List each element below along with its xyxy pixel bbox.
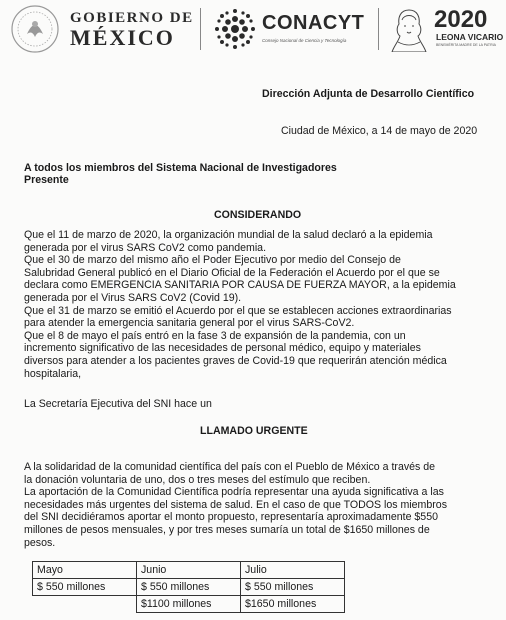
conacyt-subtitle: Consejo Nacional de Ciencia y Tecnología (262, 38, 347, 43)
recipient-line1: A todos los miembros del Sistema Nacional de Investigadores (24, 162, 337, 174)
considering-line: Que el 31 de marzo se emitió el Acuerdo por el que se establecen acciones extraordinarias (24, 304, 452, 317)
considering-line: diversos para atender a los pacientes graves de Covid-19 que requerirán atención médica (24, 354, 447, 367)
call-heading: LLAMADO URGENTE (200, 425, 308, 437)
table-cell: $1650 millones (241, 596, 345, 613)
recipient-line2: Presente (24, 174, 69, 186)
secretariat-line: La Secretaría Ejecutiva del SNI hace un (24, 398, 212, 410)
call-line: necesidades más urgentes del sistema de salud. En el caso de que TODOS los miembros (24, 498, 447, 511)
call-paragraph (24, 461, 494, 549)
call-line: la donación voluntaria de uno, dos o tres meses del estímulo que reciben. (24, 473, 371, 486)
call-line: La aportación de la Comunidad Científica podría representar una ayuda significativa a las (24, 486, 444, 499)
conacyt-dots-logo (214, 8, 256, 50)
table-cell: $1100 millones (137, 596, 241, 613)
leona-vicario-portrait-icon (390, 6, 428, 52)
considering-paragraph (24, 229, 494, 380)
table-cell (33, 596, 137, 613)
considering-line: Que el 11 de marzo de 2020, la organización mundial de la salud declaró a la epidemia (24, 229, 433, 241)
table-row (33, 596, 345, 613)
considering-line: Que el 8 de mayo el país entró en la fase 3 de expansión de la pandemia, con un (24, 329, 406, 342)
gobierno-line2: MÉXICO (70, 25, 175, 50)
considering-line: incremento significativo de las necesidades de personal médico, equipo y materiales (24, 342, 421, 355)
place-date: Ciudad de México, a 14 de mayo de 2020 (281, 125, 478, 137)
table-header-cell: Julio (241, 562, 345, 579)
gobierno-line1: GOBIERNO DE (70, 10, 194, 26)
table-header-cell: Junio (137, 562, 241, 579)
donation-amounts-table (32, 561, 345, 613)
call-line: del SNI decidiéramos aportar el monto propuesto, representaría aproximadamente $550 (24, 511, 438, 524)
call-line: pesos. (24, 536, 56, 549)
considering-line: declara como EMERGENCIA SANITARIA POR CAUSA DE FUERZA MAYOR, a la epidemia (24, 279, 456, 292)
considering-line: Que el 30 de marzo del mismo año el Poder Ejecutivo por medio del Consejo de (24, 254, 401, 267)
considering-line: hospitalaria, (24, 367, 82, 380)
table-row (33, 579, 345, 596)
header-divider (378, 8, 379, 50)
table-cell: $ 550 millones (33, 579, 137, 596)
table-cell: $ 550 millones (241, 579, 345, 596)
call-line: millones de pesos mensuales, y por tres meses sumaría un total de $1650 millones de (24, 523, 430, 536)
considering-line: generada por el virus SARS CoV2 como pandemia. (24, 241, 267, 254)
header-divider (200, 8, 201, 50)
year-label: 2020 (434, 6, 488, 33)
office-name: Dirección Adjunta de Desarrollo Científico (262, 88, 475, 100)
considering-line: generada por el Virus SARS CoV2 (Covid 19). (24, 291, 242, 304)
considering-line: para atender la emergencia sanitaria general por el virus SARS-CoV2. (24, 317, 355, 330)
leona-vicario-label: LEONA VICARIO (436, 32, 504, 42)
considering-line: Salubridad General publicó en el Diario Oficial de la Federación el Acuerdo por el que se (24, 266, 440, 279)
leona-vicario-subtitle: BENEMÉRITA MADRE DE LA PATRIA (436, 43, 496, 47)
conacyt-name: CONACYT (262, 12, 365, 34)
call-line: A la solidaridad de la comunidad científica del país con el Pueblo de México a través de (24, 461, 436, 473)
table-header-row (33, 562, 345, 579)
table-cell: $ 550 millones (137, 579, 241, 596)
considering-heading: CONSIDERANDO (214, 209, 302, 221)
mexico-seal-logo (10, 4, 60, 54)
table-header-cell: Mayo (33, 562, 137, 579)
